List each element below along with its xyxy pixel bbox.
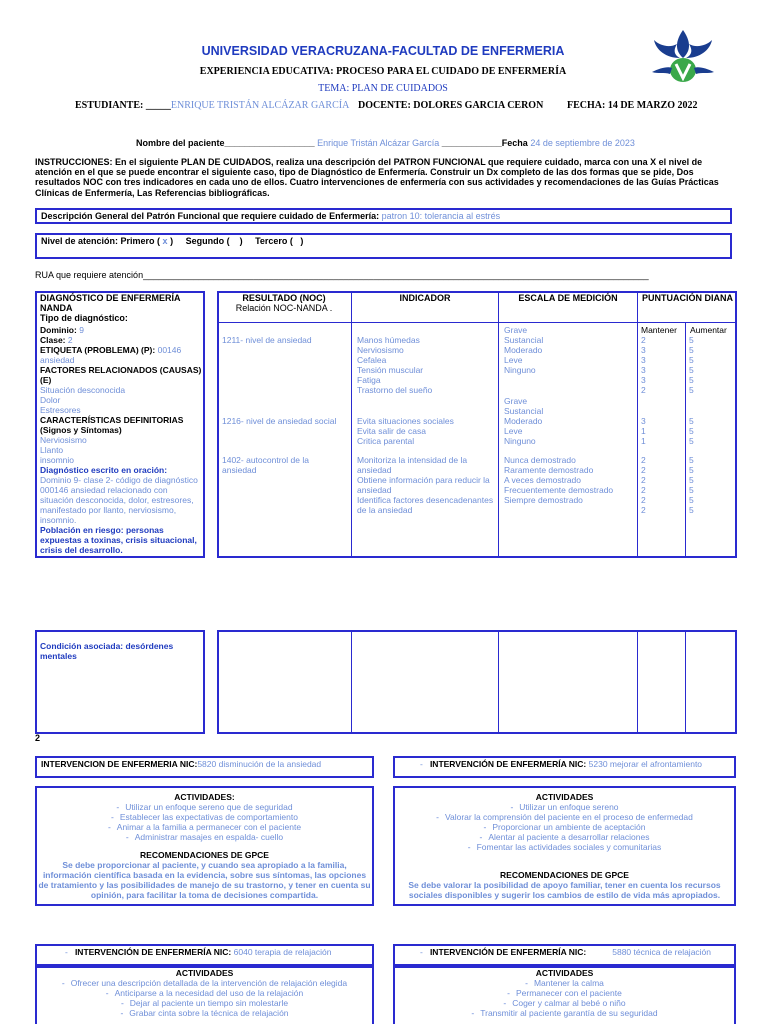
- score-header: PUNTUACIÓN DIANA: [642, 293, 733, 303]
- score-keep: 3: [641, 345, 646, 355]
- scale-item: Grave: [504, 325, 528, 335]
- gpc-text: Se debe valorar la posibilidad de apoyo familiar, tener en cuenta los recursos sociales disponibles y sugerir los cambios de estilo de vida más apropiados.: [408, 880, 721, 900]
- noc-2-name: 1216- nivel de ansiedad social: [222, 416, 337, 426]
- nic-title-label: INTERVENCIÓN DE ENFERMERÍA NIC:: [429, 759, 587, 769]
- nic-title-value: 6040 terapia de relajación: [233, 947, 332, 957]
- characteristic-item: Llanto: [40, 445, 64, 455]
- attention-line: [41, 236, 303, 246]
- indicator-item: Obtiene información para reducir la ansiedad: [357, 475, 490, 495]
- score-raise: 5: [689, 385, 694, 395]
- uv-fleur-de-lis-logo: [650, 28, 716, 86]
- score-raise: 5: [689, 436, 694, 446]
- rua-line: RUA que requiere atención_____________________________________________________________________________________________________: [35, 270, 649, 280]
- label-value: 00146: [157, 345, 182, 355]
- noc-3-scale: [504, 455, 636, 505]
- condition-grid: [217, 630, 737, 734]
- nic-title-label: INTERVENCIÓN DE ENFERMERÍA NIC:: [429, 947, 587, 957]
- teacher: DOCENTE: DOLORES GARCIA CERON: [358, 100, 544, 111]
- score-keep: 2: [641, 485, 646, 495]
- scale-item: Frecuentemente demostrado: [504, 485, 614, 495]
- score-keep: 2: [641, 455, 646, 465]
- score-keep: 1: [641, 436, 646, 446]
- indicator-item: Fatiga: [357, 375, 381, 385]
- risk-population: Población en riesgo: personas expuestas a toxinas, crisis situacional, crisis del desarrollo.: [40, 525, 197, 555]
- indicator-item: Evita salir de casa: [357, 426, 426, 436]
- indicator-header: INDICADOR: [399, 293, 451, 303]
- student-label: ESTUDIANTE: _____: [75, 100, 171, 111]
- noc-header-title: RESULTADO (NOC): [242, 293, 326, 303]
- nic-title-label: INTERVENCIÓN DE ENFERMERÍA NIC:: [74, 947, 232, 957]
- nic-1-content: ACTIVIDADES: - Utilizar un enfoque sereno que de seguridad - Establecer las expectativas de comportamiento - Animar a la familia a permanecer con el paciente - Administrar masajes en espalda- cuello RECOMENDACIONES DE GPCE Se debe proporcionar al paciente, y cuando sea apropiado a la familia, información científica basada en la evidencia, sobre sus síntomas, las opciones de tratamiento y las posibilidades de manejo de su trastorno, y tener en cuenta su opinión, para facilitar la toma de decisiones compartida.: [38, 792, 371, 900]
- activity-item: Animar a la familia a permanecer con el paciente: [116, 822, 302, 832]
- scale-item: Leve: [504, 355, 523, 365]
- page-number: 2: [35, 733, 41, 743]
- factor-item: Dolor: [40, 395, 61, 405]
- activity-item: Grabar cinta sobre la técnica de relajación: [129, 1008, 289, 1018]
- attention-label: Nivel de atención: Primero (: [41, 236, 161, 246]
- score-keep: 2: [641, 505, 646, 515]
- noc-1-indicators: [357, 335, 497, 395]
- attention-mark[interactable]: x: [162, 236, 168, 246]
- score-keep: 3: [641, 375, 646, 385]
- score-keep: 2: [641, 385, 646, 395]
- activity-item: Valorar la comprensión del paciente en el proceso de enfermedad: [444, 812, 693, 822]
- domain-value: 9: [79, 325, 84, 335]
- activities-label: ACTIVIDADES: [535, 792, 594, 802]
- noc-3-name: 1402- autocontrol de la ansiedad: [222, 455, 309, 475]
- nic-4-content: ACTIVIDADES - Mantener la calma - Permanecer con el paciente - Coger y calmar al bebé o niño - Transmitir al paciente garantía de su seguridad: [396, 968, 733, 1018]
- activity-item: Dejar al paciente un tiempo sin molestarle: [129, 998, 289, 1008]
- scale-item: Raramente demostrado: [504, 465, 594, 475]
- gpc-label: RECOMENDACIONES DE GPCE: [500, 870, 629, 880]
- nic-2-title: - INTERVENCIÓN DE ENFERMERÍA NIC: 5230 mejorar el afrontamiento: [420, 759, 703, 769]
- activity-item: Proporcionar un ambiente de aceptación: [492, 822, 646, 832]
- factor-item: Estresores: [40, 405, 81, 415]
- scale-item: A veces demostrado: [504, 475, 582, 485]
- activity-item: Utilizar un enfoque sereno: [519, 802, 619, 812]
- pattern-line: [41, 211, 500, 221]
- characteristics-label: CARACTERÍSTICAS DEFINITORIAS: [40, 415, 184, 425]
- activity-item: Anticiparse a la necesidad del uso de la relajación: [114, 988, 304, 998]
- activity-item: Transmitir al paciente garantía de su seguridad: [480, 1008, 658, 1018]
- indicator-item: Cefalea: [357, 355, 387, 365]
- activity-item: Coger y calmar al bebé o niño: [512, 998, 626, 1008]
- scale-item: Ninguno: [504, 365, 536, 375]
- class-label: Clase:: [40, 335, 66, 345]
- student-line: [75, 100, 349, 111]
- score-raise: 5: [689, 475, 694, 485]
- diag-header-title: DIAGNÓSTICO DE ENFERMERÍA NANDA: [40, 293, 181, 314]
- noc-2-keep: [641, 416, 646, 446]
- score-keep: 3: [641, 355, 646, 365]
- noc-header: [219, 293, 349, 313]
- noc-2-raise: [689, 416, 694, 446]
- activities-label: ACTIVIDADES: [175, 968, 234, 978]
- noc-relation: Relación NOC-NANDA .: [235, 303, 333, 314]
- score-raise: 5: [689, 345, 694, 355]
- educational-experience: EXPERIENCIA EDUCATIVA: PROCESO PARA EL CUIDADO DE ENFERMERÍA: [199, 66, 567, 77]
- noc-1-keep: [641, 335, 646, 395]
- nic-title-value: 5230 mejorar el afrontamiento: [588, 759, 703, 769]
- diag-type: Tipo de diagnóstico:: [40, 313, 128, 324]
- gpc-text: Se debe proporcionar al paciente, y cuando sea apropiado a la familia, información científica basada en la evidencia, sobre sus síntomas, las opciones de tratamiento y las posibilidades de manejo de su trastorno, y tener en cuenta su opinión, para facilitar la toma de decisiones compartida.: [38, 860, 371, 900]
- score-keep: 2: [641, 475, 646, 485]
- pattern-value: patron 10: tolerancia al estrés: [381, 211, 501, 221]
- label-value-2: ansiedad: [40, 355, 75, 365]
- noc-2-scale: [504, 396, 634, 446]
- patient-name: Enrique Tristán Alcázar García: [317, 138, 440, 148]
- noc-1-raise: [689, 335, 694, 395]
- score-raise: 5: [689, 416, 694, 426]
- indicator-item: Nerviosismo: [357, 345, 404, 355]
- factors-label: FACTORES RELACIONADOS (CAUSAS) (E): [40, 365, 202, 385]
- indicator-item: Manos húmedas: [357, 335, 420, 345]
- score-raise: 5: [689, 375, 694, 385]
- topic: TEMA: PLAN DE CUIDADOS: [318, 83, 448, 94]
- score-raise: 5: [689, 335, 694, 345]
- scale-item: Leve: [504, 426, 523, 436]
- score-keep: 2: [641, 335, 646, 345]
- characteristic-item: Nerviosismo: [40, 435, 87, 445]
- score-keep: 2: [641, 495, 646, 505]
- indicator-item: Evita situaciones sociales: [357, 416, 454, 426]
- sentence-label: Diagnóstico escrito en oración:: [40, 465, 168, 475]
- noc-3-raise: [689, 455, 694, 515]
- pattern-label: Descripción General del Patrón Funcional que requiere cuidado de Enfermería:: [41, 211, 380, 221]
- score-keep: 1: [641, 426, 646, 436]
- diagnosis-sentence: Dominio 9- clase 2- código de diagnóstico 000146 ansiedad relacionado con situación desconocida, dolor, estresores, manifestado por llanto, nerviosismo, insomnio.: [40, 475, 198, 525]
- associated-condition: Condición asociada: desórdenes mentales: [40, 641, 174, 661]
- activity-item: Ofrecer una descripción detallada de la intervención de relajación elegida: [70, 978, 348, 988]
- score-raise: 5: [689, 355, 694, 365]
- activity-item: Mantener la calma: [533, 978, 604, 988]
- score-keep: 2: [641, 465, 646, 475]
- diag-header: [40, 293, 200, 324]
- raise-header: Aumentar: [690, 325, 727, 335]
- factor-item: Situación desconocida: [40, 385, 126, 395]
- score-raise: 5: [689, 365, 694, 375]
- indicator-item: Monitoriza la intensidad de la ansiedad: [357, 455, 468, 475]
- noc-1-name: 1211- nivel de ansiedad: [222, 335, 312, 345]
- indicator-item: Tensión muscular: [357, 365, 424, 375]
- domain-label: Dominio:: [40, 325, 77, 335]
- label-label: ETIQUETA (PROBLEMA) (P):: [40, 345, 156, 355]
- activities-label: ACTIVIDADES:: [174, 792, 235, 802]
- student-name: ENRIQUE TRISTÁN ALCÁZAR GARCÍA: [170, 100, 350, 111]
- nic-title-value: 5880 técnica de relajación: [612, 947, 712, 957]
- activity-item: Establecer las expectativas de comportamiento: [119, 812, 298, 822]
- nic-1-title: [41, 759, 371, 769]
- diagnosis-content: [40, 325, 202, 555]
- patient-line: [136, 138, 635, 148]
- score-raise: 5: [689, 426, 694, 436]
- scale-item: Moderado: [504, 345, 543, 355]
- scale-item: Grave: [504, 396, 528, 406]
- score-raise: 5: [689, 465, 694, 475]
- noc-2-indicators: [357, 416, 497, 446]
- noc-1-scale: [504, 325, 634, 375]
- nic-4-title: - INTERVENCIÓN DE ENFERMERÍA NIC: 5880 técnica de relajación: [420, 947, 712, 957]
- score-keep: 3: [641, 416, 646, 426]
- score-raise: 5: [689, 505, 694, 515]
- nic-2-content: ACTIVIDADES - Utilizar un enfoque sereno - Valorar la comprensión del paciente en el proceso de enfermedad - Proporcionar un ambiente de aceptación - Alentar al paciente a desarrollar relaciones - Fomentar las actividades sociales y comunitarias RECOMENDACIONES DE GPCE Se debe valorar la posibilidad de apoyo familiar, tener en cuenta los recursos sociales disponibles y sugerir los cambios de estilo de vida más apropiados.: [396, 792, 733, 900]
- scale-item: Sustancial: [504, 406, 544, 416]
- patient-label: Nombre del paciente__________________: [136, 138, 315, 148]
- patient-date: 24 de septiembre de 2023: [530, 138, 635, 148]
- nic-title-value: 5820 disminución de la ansiedad: [197, 759, 322, 769]
- activity-item: Administrar masajes en espalda- cuello: [134, 832, 284, 842]
- score-raise: 5: [689, 455, 694, 465]
- indicator-item: Trastorno del sueño: [357, 385, 433, 395]
- characteristics-sub: (Signos y Síntomas): [40, 425, 122, 435]
- activity-item: Alentar al paciente a desarrollar relaciones: [488, 832, 650, 842]
- nic-3-content: ACTIVIDADES - Ofrecer una descripción detallada de la intervención de relajación elegida - Anticiparse a la necesidad del uso de la relajación - Dejar al paciente un tiempo sin molestarle - Grabar cinta sobre la técnica de relajación: [38, 968, 371, 1018]
- patient-date-label: ____________Fecha: [441, 138, 528, 148]
- nic-title-label: INTERVENCION DE ENFERMERIA NIC:: [41, 759, 198, 769]
- gpc-label: RECOMENDACIONES DE GPCE: [140, 850, 269, 860]
- score-raise: 5: [689, 485, 694, 495]
- scale-item: Moderado: [504, 416, 543, 426]
- activity-item: Fomentar las actividades sociales y comunitarias: [476, 842, 662, 852]
- activities-label: ACTIVIDADES: [535, 968, 594, 978]
- date: FECHA: 14 DE MARZO 2022: [567, 100, 698, 111]
- activity-item: Permanecer con el paciente: [516, 988, 622, 998]
- class-value: 2: [67, 335, 73, 345]
- attention-rest: ) Segundo ( ) Tercero ( ): [170, 236, 304, 246]
- scale-item: Sustancial: [504, 335, 544, 345]
- scale-item: Ninguno: [504, 436, 536, 446]
- noc-3-indicators: [357, 455, 497, 515]
- nic-3-title: - INTERVENCIÓN DE ENFERMERÍA NIC: 6040 terapia de relajación: [65, 947, 332, 957]
- indicator-item: Identifica factores desencadenantes de la ansiedad: [357, 495, 494, 515]
- activity-item: Utilizar un enfoque sereno que de seguridad: [125, 802, 293, 812]
- keep-header: Mantener: [641, 325, 677, 335]
- score-keep: 3: [641, 365, 646, 375]
- characteristic-item: insomnio: [40, 455, 75, 465]
- indicator-item: Critica parental: [357, 436, 415, 446]
- instructions: INSTRUCCIONES: En el siguiente PLAN DE CUIDADOS, realiza una descripción del PATRON FUNCIONAL que requiere cuidado, marca con una X el nivel de atención en el que se puede encontrar el siguiente caso, tipo de Diagnóstico de Enfermería. Construir un Dx completo de las dos formas que se pide, Dos resultados NOC con tres indicadores en cada uno de ellos. Cuatro intervenciones de enfermería con sus actividades y recomendaciones de las Guías Prácticas Clínicas de Enfermería, Las Referencias bibliográficas.: [35, 157, 719, 198]
- noc-3-keep: [641, 455, 646, 515]
- scale-item: Nunca demostrado: [504, 455, 576, 465]
- scale-header: ESCALA DE MEDICIÓN: [518, 293, 618, 303]
- score-raise: 5: [689, 495, 694, 505]
- university-title: UNIVERSIDAD VERACRUZANA-FACULTAD DE ENFERMERIA: [201, 44, 565, 58]
- scale-item: Siempre demostrado: [504, 495, 583, 505]
